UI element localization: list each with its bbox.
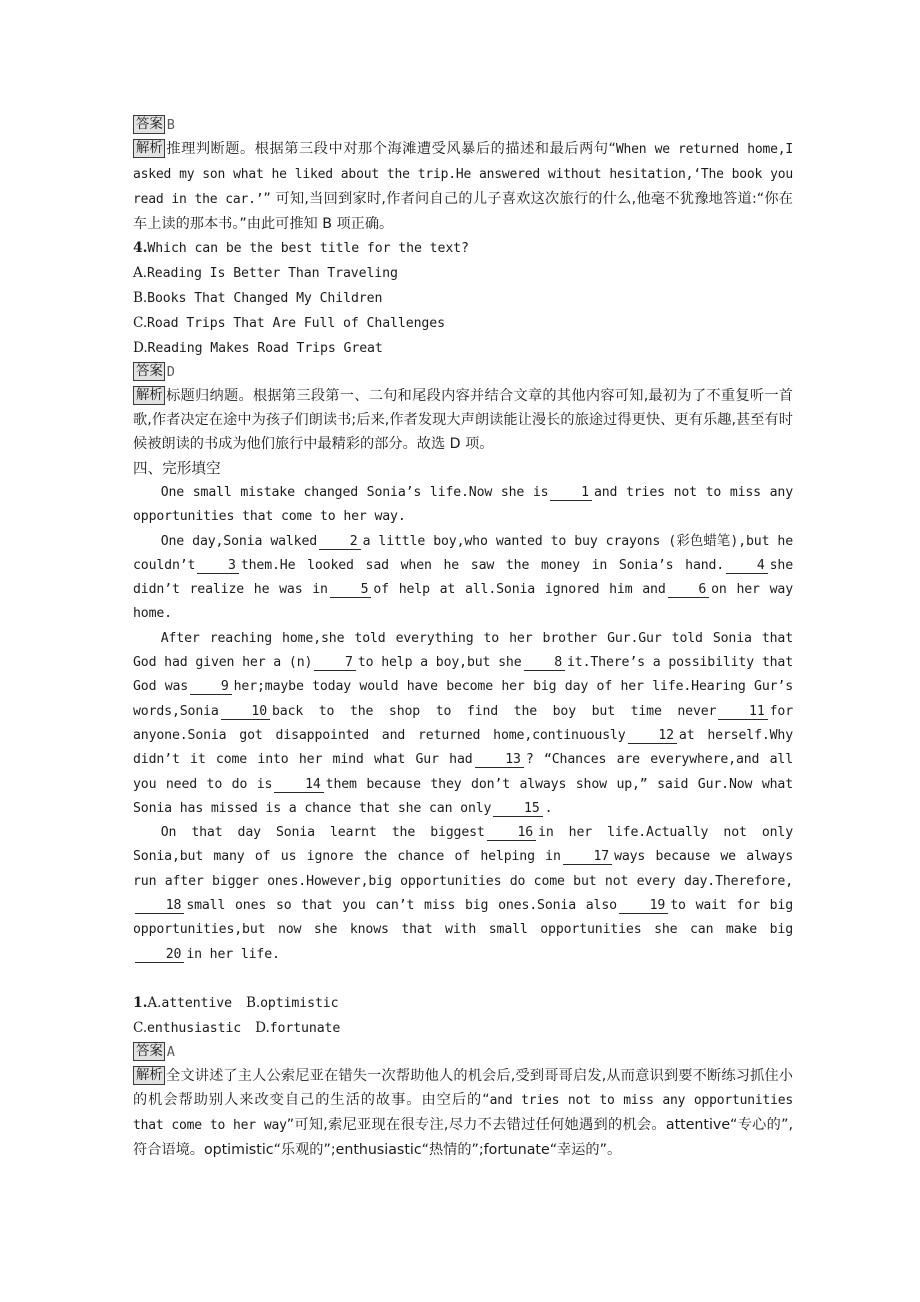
p2-text-a: One day,Sonia walked — [160, 533, 318, 549]
cloze-blank-12[interactable]: 12 — [628, 728, 677, 744]
cloze-blank-6[interactable]: 6 — [668, 582, 710, 598]
cloze-blank-14[interactable]: 14 — [274, 777, 323, 793]
section-heading: 四、完形填空 — [133, 460, 221, 477]
q1-explanation-text-2: ”可知,索尼亚现在很专注,尽力不去错过任何她遇到的机会。attentive“专心的”,符合语境。optimistic“乐观的”;enthusiastic“热情的”;fortunate“幸运的”。 — [133, 1116, 793, 1158]
q4-option-a-label: A. — [133, 265, 147, 281]
q4-answer-letter: D — [166, 364, 175, 380]
q4-explanation — [133, 384, 793, 456]
q4-option-c-text: Road Trips That Are Full of Challenges — [147, 316, 445, 331]
cloze-blank-8[interactable]: 8 — [524, 655, 566, 671]
cloze-blank-7[interactable]: 7 — [314, 655, 356, 671]
p2-text-f: she didn’t realize he was in — [133, 557, 793, 598]
p3-text-d: it.There’s a possibility that God was — [133, 655, 793, 695]
q4-option-a[interactable] — [133, 261, 793, 286]
q3-answer-block — [133, 114, 793, 236]
q4-stem-line — [133, 236, 793, 261]
cloze-blank-16[interactable]: 16 — [487, 825, 536, 841]
cloze-paragraph-3 — [133, 627, 793, 821]
cloze-paragraph-1 — [133, 481, 793, 530]
p3-text-j: them because they don’t always show up,” said Gur.Now what Sonia has missed is a chance that she can only — [133, 776, 793, 816]
q3-explanation — [133, 137, 793, 236]
q1-explanation-text-1: 全文讲述了主人公索尼亚在错失一次帮助他人的机会后,受到哥哥启发,从而意识到要不断练习抓住小的机会帮助别人来改变自己的生活的故事。由空后的“ — [133, 1067, 793, 1108]
document-page — [133, 114, 793, 1162]
q1-answer-letter: A — [166, 1043, 175, 1060]
cloze-blank-2[interactable]: 2 — [319, 534, 361, 550]
q4-answer-line — [133, 361, 793, 384]
p2-text-h: on her way home. — [133, 582, 793, 622]
q1-option-b-text: optimistic — [260, 995, 339, 1011]
cloze-blank-18[interactable]: 18 — [135, 898, 184, 914]
p3-text-c: to help a boy,but she — [357, 655, 522, 671]
p3-text-i: ? “Chances are everywhere,and all you need to do is — [133, 752, 793, 792]
p2-gloss-cn: 彩色蜡笔 — [676, 533, 731, 549]
answer-badge: 答案 — [133, 362, 165, 381]
q1-options-row-2 — [133, 1016, 793, 1041]
q4-stem: Which can be the best title for the text? — [147, 241, 469, 256]
cloze-paragraph-4 — [133, 821, 793, 967]
q3-explanation-text-2: ” 可知,当回到家时,作者问自己的儿子喜欢这次旅行的什么,他毫不犹豫地答道:“你在车上读的那本书。”由此可推知 B 项正确。 — [133, 191, 793, 232]
q4-option-c[interactable] — [133, 311, 793, 336]
p2-text-d: ),but he couldn’t — [133, 533, 793, 573]
q1-option-b-label[interactable]: B. — [245, 994, 261, 1011]
cloze-blank-4[interactable]: 4 — [726, 558, 768, 574]
q1-option-c-label[interactable]: C. — [133, 1019, 148, 1036]
p2-text-g: of help at all.Sonia ignored him and — [373, 582, 666, 598]
cloze-blank-10[interactable]: 10 — [221, 704, 270, 720]
cloze-blank-1[interactable]: 1 — [550, 485, 592, 501]
p2-text-c: a little boy,who wanted to buy crayons ( — [362, 533, 677, 549]
q3-explanation-text-1: 推理判断题。根据第三段中对那个海滩遭受风暴后的描述和最后两句“ — [165, 141, 616, 157]
q1-number: 1. — [133, 994, 148, 1011]
q4-option-d-text: Reading Makes Road Trips Great — [147, 341, 383, 356]
p3-text-e: her;maybe today would have become her big day of her life.Hearing Gur’s words,Sonia — [133, 679, 793, 719]
explain-badge: 解析 — [133, 386, 165, 405]
q3-explanation-quote: When we returned home,I asked my son what he liked about the trip.He answered without hesitation,‘The book you read in the car.’ — [133, 142, 793, 207]
q4-explanation-text: 标题归纳题。根据第三段第一、二句和尾段内容并结合文章的其他内容可知,最初为了不重复听一首歌,作者决定在途中为孩子们朗读书;后来,作者发现大声朗读能让漫长的旅途过得更快、更有乐趣,甚至有时候被朗读的书成为他们旅行中最精彩的部分。故选 D 项。 — [133, 388, 793, 452]
cloze-blank-15[interactable]: 15 — [493, 801, 542, 817]
q4-number: 4. — [133, 240, 148, 256]
p4-text-c: in her life.Actually not only Sonia,but many of us ignore the chance of helping in — [133, 825, 793, 865]
cloze-blank-3[interactable]: 3 — [197, 558, 239, 574]
cloze-blank-17[interactable]: 17 — [563, 849, 612, 865]
q4-option-d[interactable] — [133, 336, 793, 361]
p3-text-g: for anyone.Sonia got disappointed and returned home,continuously — [133, 703, 793, 743]
p3-text-k: . — [544, 800, 553, 816]
cloze-blank-11[interactable]: 11 — [718, 704, 767, 720]
q4-option-b-text: Books That Changed My Children — [147, 291, 383, 306]
q4-option-c-label: C. — [133, 315, 148, 331]
p4-text-d: ways because we always run after bigger ones.However,big opportunities do come but not every day.Therefore, — [133, 849, 793, 889]
q1-option-d-text: fortunate — [269, 1020, 341, 1036]
q1-explanation — [133, 1064, 793, 1162]
q1-explanation-quote: and tries not to miss any opportunities that come to her way — [133, 1092, 793, 1133]
q1-option-a-text: attentive — [161, 995, 232, 1011]
q4-option-b-label: B. — [133, 290, 148, 306]
q4-option-a-text: Reading Is Better Than Traveling — [146, 266, 398, 281]
answer-badge: 答案 — [133, 115, 165, 134]
cloze-blank-5[interactable]: 5 — [330, 582, 372, 598]
p3-text-h: at herself.Why didn’t it come into her mind what Gur had — [133, 727, 794, 768]
question-4-block — [133, 236, 793, 456]
cloze-blank-20[interactable]: 20 — [135, 947, 184, 963]
cloze-blank-9[interactable]: 9 — [190, 679, 232, 695]
p1-text-a: One small mistake changed Sonia’s life.Now she is — [160, 485, 549, 500]
cloze-paragraph-2 — [133, 530, 793, 627]
q1-answer-line — [133, 1041, 793, 1064]
p3-text-f: back to the shop to find the boy but time never — [272, 703, 717, 719]
q1-option-d-label[interactable]: D. — [255, 1019, 270, 1036]
q3-answer-line — [133, 114, 793, 137]
answer-badge: 答案 — [133, 1042, 165, 1061]
q4-option-d-label: D. — [133, 340, 148, 356]
p3-text-a: After reaching home,she told everything to her brother Gur.Gur told Sonia that God had given her a (n) — [133, 630, 793, 671]
q1-option-c-text: enthusiastic — [147, 1020, 242, 1036]
q1-options-row-1 — [133, 991, 793, 1016]
q3-answer-letter: B — [166, 117, 175, 133]
passage-question-gap — [133, 967, 793, 991]
p2-text-e: them.He looked sad when he saw the money in Sonia’s hand. — [240, 557, 725, 573]
p4-text-e: small ones so that you can’t miss big ones.Sonia also — [186, 898, 617, 914]
cloze-passage — [133, 481, 793, 967]
cloze-blank-19[interactable]: 19 — [619, 898, 668, 914]
p1-text-c: and tries not to miss any opportunities that come to her way. — [133, 485, 793, 525]
q4-option-b[interactable] — [133, 286, 793, 311]
question-1-block — [133, 991, 793, 1162]
explain-badge: 解析 — [133, 1066, 165, 1085]
p4-text-f: to wait for big opportunities,but now she knows that with small opportunities she can make big — [133, 898, 793, 938]
q1-option-a-label[interactable]: A. — [147, 994, 162, 1011]
p4-text-g: in her life. — [186, 946, 280, 962]
explain-badge: 解析 — [133, 139, 165, 158]
p4-text-a: On that day Sonia learnt the biggest — [160, 825, 485, 841]
cloze-blank-13[interactable]: 13 — [475, 752, 524, 768]
